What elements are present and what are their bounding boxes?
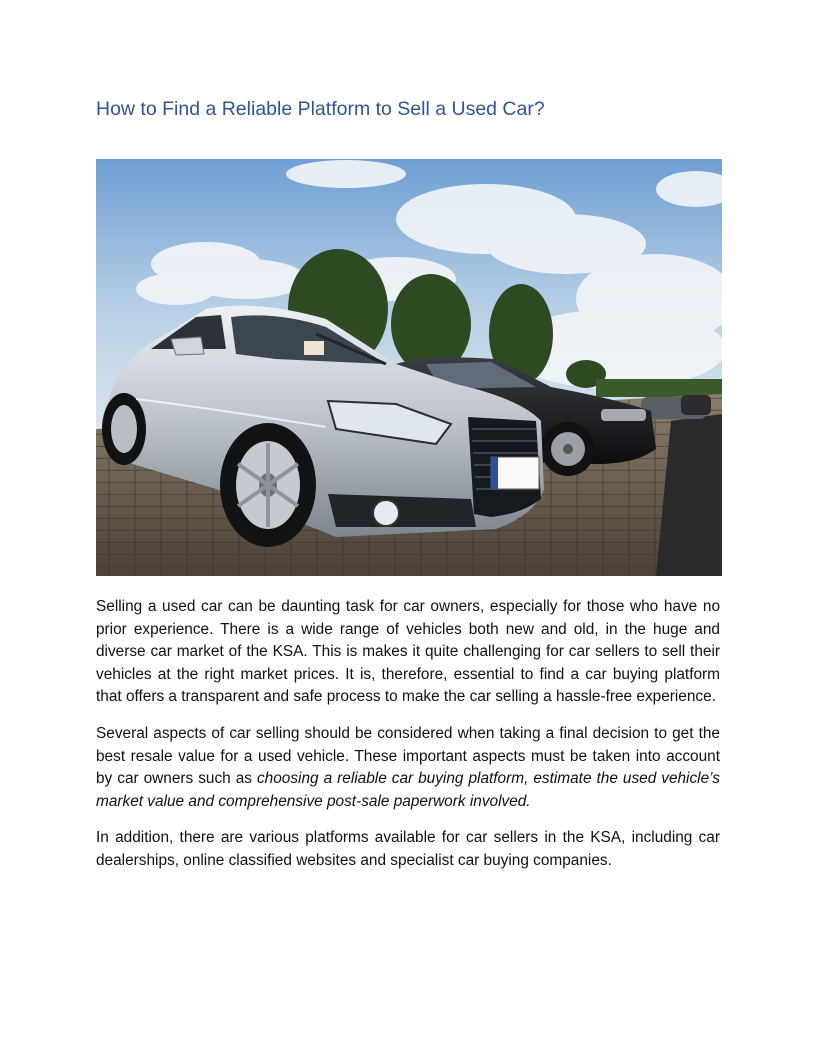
car-photo [96,159,722,576]
paragraph-2 [96,723,720,813]
article-body [96,596,720,887]
paragraph-2-text: Several aspects of car selling should be considered when taking a final decision to get the best resale value for a used vehicle. These important aspects must be taken into account by car owners such as [96,724,720,788]
paragraph-3: In addition, there are various platforms available for car sellers in the KSA, including car dealerships, online classified websites and specialist car buying companies. [96,829,720,869]
paragraph-2-italic: choosing a reliable car buying platform, estimate the used vehicle’s market value and comprehensive post-sale paperwork involved. [96,770,720,810]
page-title: How to Find a Reliable Platform to Sell a Used Car? [96,98,545,120]
paragraph-1: Selling a used car can be daunting task for car owners, especially for those who have no prior experience. There is a wide range of vehicles both new and old, in the huge and diverse car market of the KSA. This is makes it quite challenging for car sellers to sell their vehicles at the right market prices. It is, therefore, essential to find a car buying platform that offers a transparent and safe process to make the car selling a hassle-free experience. [96,598,720,706]
